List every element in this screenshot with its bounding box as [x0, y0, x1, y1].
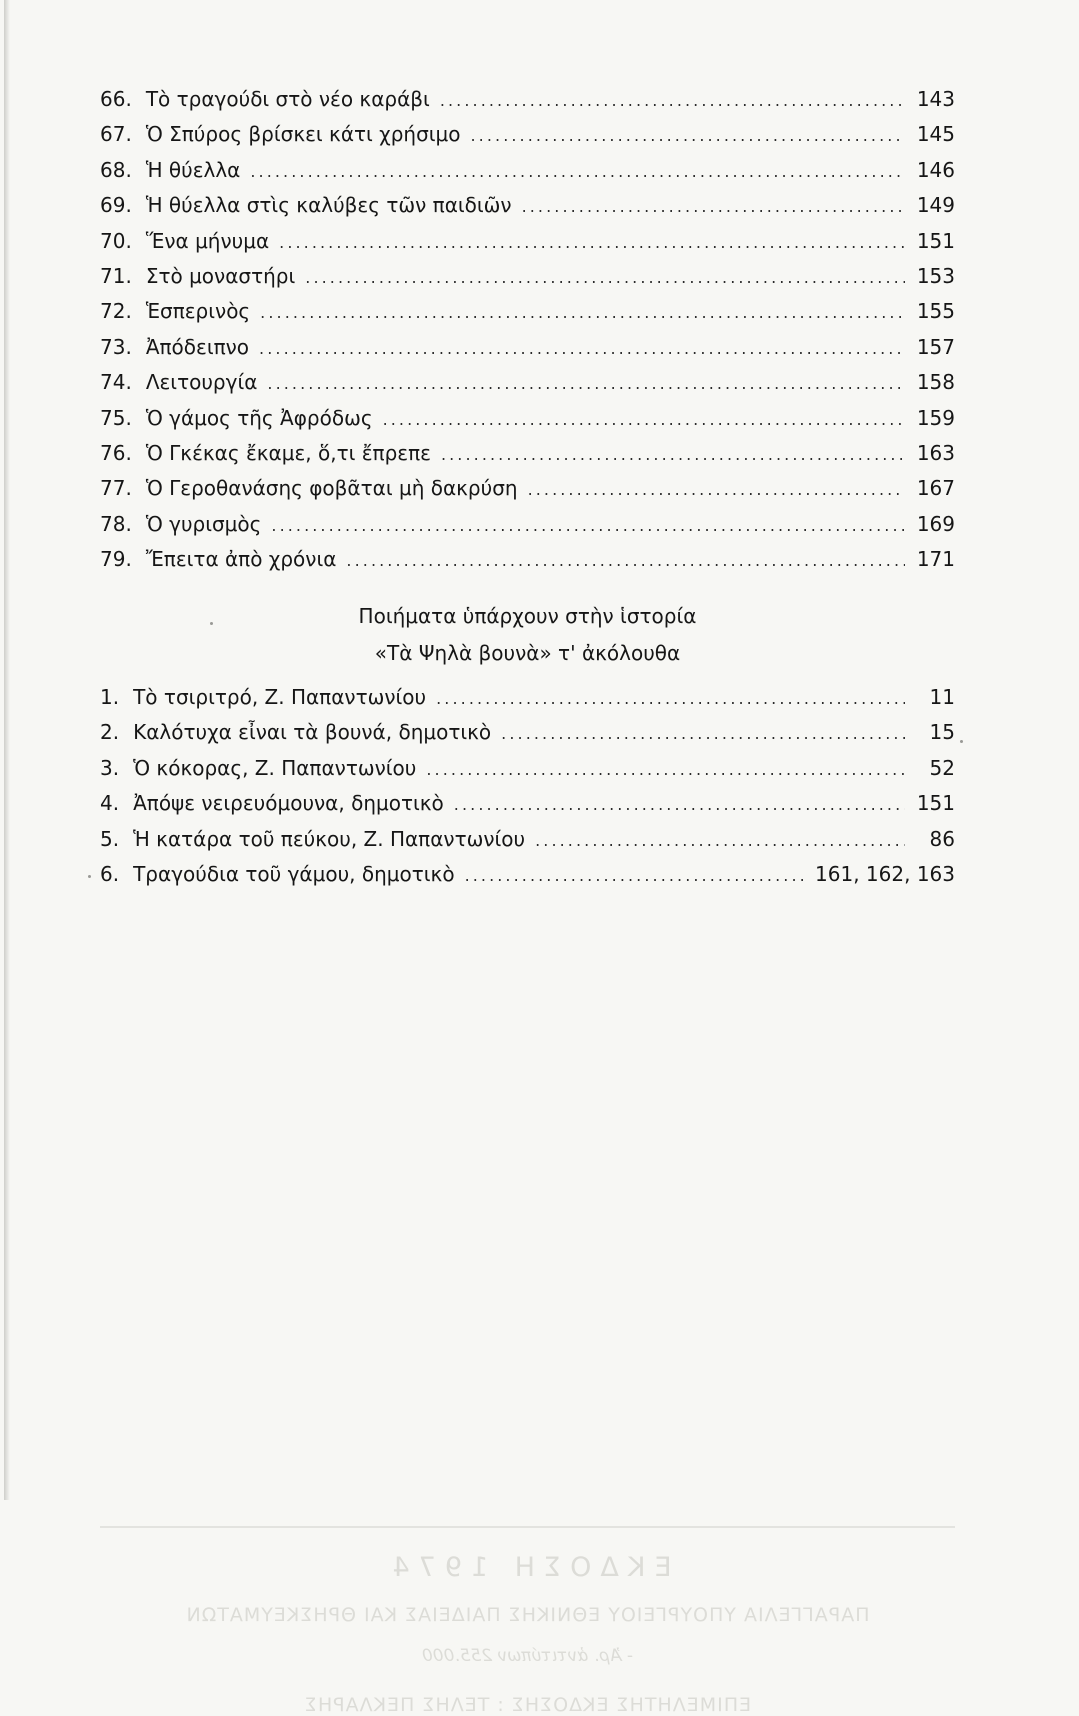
poem-entry: [100, 715, 955, 750]
entry-number: 2.: [100, 720, 120, 745]
entry-page-number: 86: [929, 826, 955, 851]
entry-title: Ἕνα μήνυμα: [145, 228, 270, 253]
page-binding-edge: [4, 0, 10, 1500]
entry-number: 75.: [100, 405, 132, 430]
dot-leader: [535, 823, 905, 858]
dot-leader: [267, 366, 904, 401]
colophon-print-run: - Ἀρ. ἀντιτύπων 255.000: [421, 1646, 634, 1666]
dot-leader: [436, 681, 905, 716]
paper-speck: [210, 622, 213, 625]
entry-number: 69.: [100, 193, 132, 218]
dot-leader: [305, 260, 905, 295]
dot-leader: [426, 752, 905, 787]
entry-title: Ὁ Σπύρος βρίσκει κάτι χρήσιμο: [145, 122, 461, 147]
entry-title: Ὁ γάμος τῆς Ἀφρόδως: [145, 405, 373, 430]
entry-title: Ἔπειτα ἀπὸ χρόνια: [145, 547, 337, 572]
dot-leader: [260, 295, 905, 330]
entry-title: Ὁ Γκέκας ἔκαμε, ὅ,τι ἔπρεπε: [145, 440, 431, 465]
entry-number: 71.: [100, 263, 132, 288]
toc-entry: [100, 365, 955, 400]
entry-number: 73.: [100, 334, 132, 359]
entry-number: 67.: [100, 122, 132, 147]
dot-leader: [441, 437, 905, 472]
poem-entry: [100, 751, 955, 786]
entry-title: Ἡ κατάρα τοῦ πεύκου, Ζ. Παπαντωνίου: [133, 826, 526, 851]
dot-leader: [440, 83, 905, 118]
entry-number: 79.: [100, 547, 132, 572]
entry-number: 78.: [100, 511, 132, 536]
entry-number: 74.: [100, 370, 132, 395]
colophon-editor: ΕΠΙΜΕΛΗΤΗΣ ΕΚΔΟΣΗΣ : ΤΕΛΗΣ ΠΕΚΛΑΡΗΣ: [303, 1694, 752, 1716]
toc-entry: [100, 330, 955, 365]
entry-page-number: 52: [929, 755, 955, 780]
toc-entry: [100, 188, 955, 223]
entry-page-number: 143: [916, 87, 955, 111]
entry-number: 6.: [100, 861, 120, 886]
entry-page-number: 11: [929, 685, 955, 709]
dot-leader: [259, 331, 905, 366]
entry-page-number: 151: [916, 791, 955, 816]
entry-page-number: 157: [916, 334, 955, 359]
dot-leader: [501, 716, 905, 751]
poems-section-heading: Ποιήματα ὑπάρχουν στὴν ἱστορία: [358, 604, 697, 628]
dot-leader: [383, 402, 905, 437]
poem-entry: [100, 786, 955, 821]
entry-page-number: 161, 162, 163: [815, 861, 955, 886]
entry-number: 5.: [100, 826, 120, 851]
entry-page-number: 151: [916, 228, 955, 253]
entry-page-number: 171: [916, 547, 955, 572]
entry-title: Ὁ γυρισμὸς: [145, 511, 262, 536]
entry-title: Ἑσπερινὸς: [145, 299, 251, 324]
entry-title: Καλότυχα εἶναι τὰ βουνά, δημοτικὸ: [133, 720, 492, 745]
entry-page-number: 167: [916, 476, 955, 501]
entry-number: 3.: [100, 755, 120, 780]
entry-number: 70.: [100, 228, 132, 253]
toc-entry: [100, 471, 955, 506]
entry-title: Στὸ μοναστήρι: [145, 263, 296, 288]
paper-speck: [960, 740, 963, 743]
dot-leader: [279, 225, 905, 260]
toc-entry: [100, 224, 955, 259]
entry-title: Ἀπόψε νειρευόμουνα, δημοτικὸ: [133, 791, 444, 816]
entry-number: 1.: [100, 685, 120, 709]
toc-entry: [100, 542, 955, 577]
poem-entry: [100, 680, 955, 715]
dot-leader: [346, 543, 904, 578]
entry-number: 4.: [100, 791, 120, 816]
entry-title: Ἡ θύελλα: [145, 157, 241, 182]
colophon-publisher: ΠΑΡΑΓΓΕΛΙΑ ΥΠΟΥΡΓΕΙΟΥ ΕΘΝΙΚΗΣ ΠΑΙΔΕΙΑΣ ΚΑΙ ΘΡΗΣΚΕΥΜΑΤΩΝ: [185, 1604, 870, 1626]
toc-entry: [100, 401, 955, 436]
toc-entry: [100, 259, 955, 294]
dot-leader: [471, 118, 905, 153]
dot-leader: [465, 858, 803, 893]
entry-title: Ἀπόδειπνο: [145, 334, 250, 359]
entry-number: 77.: [100, 476, 132, 501]
poem-entry: [100, 822, 955, 857]
toc-entry: [100, 507, 955, 542]
entry-number: 68.: [100, 157, 132, 182]
entry-page-number: 158: [916, 370, 955, 395]
entry-page-number: 15: [929, 720, 955, 745]
entry-title: Λειτουργία: [145, 370, 258, 395]
table-of-contents-poems: [100, 680, 955, 892]
entry-page-number: 169: [916, 511, 955, 536]
entry-page-number: 146: [916, 157, 955, 182]
entry-number: 72.: [100, 299, 132, 324]
toc-entry: [100, 294, 955, 329]
entry-page-number: 145: [916, 122, 955, 147]
dot-leader: [454, 787, 905, 822]
entry-title: Τὸ τραγούδι στὸ νέο καράβι: [145, 87, 430, 111]
table-of-contents-chapters: [100, 82, 955, 577]
toc-entry: [100, 153, 955, 188]
paper-speck: [88, 875, 91, 878]
entry-title: Ὁ κόκορας, Ζ. Παπαντωνίου: [133, 755, 417, 780]
dot-leader: [522, 189, 905, 224]
toc-entry: [100, 82, 955, 117]
dot-leader: [271, 508, 904, 543]
colophon-edition: ΕΚΔΟΣΗ 1974: [383, 1552, 672, 1583]
entry-page-number: 155: [916, 299, 955, 324]
entry-page-number: 149: [916, 193, 955, 218]
entry-number: 76.: [100, 440, 132, 465]
toc-entry: [100, 117, 955, 152]
entry-page-number: 163: [916, 440, 955, 465]
entry-title: Τὸ τσιριτρό, Ζ. Παπαντωνίου: [133, 685, 427, 709]
dot-leader: [528, 472, 905, 507]
entry-number: 66.: [100, 87, 132, 111]
entry-title: Ὁ Γεροθανάσης φοβᾶται μὴ δακρύση: [145, 476, 518, 501]
entry-page-number: 153: [916, 263, 955, 288]
dot-leader: [250, 154, 904, 189]
entry-page-number: 159: [916, 405, 955, 430]
entry-title: Ἡ θύελλα στὶς καλύβες τῶν παιδιῶν: [145, 193, 512, 218]
toc-entry: [100, 436, 955, 471]
poems-section-subheading: «Τὰ Ψηλὰ βουνὰ» τ' ἀκόλουθα: [374, 641, 681, 665]
poem-entry: [100, 857, 955, 892]
entry-title: Τραγούδια τοῦ γάμου, δημοτικὸ: [133, 861, 455, 886]
colophon-divider: [100, 1526, 955, 1528]
